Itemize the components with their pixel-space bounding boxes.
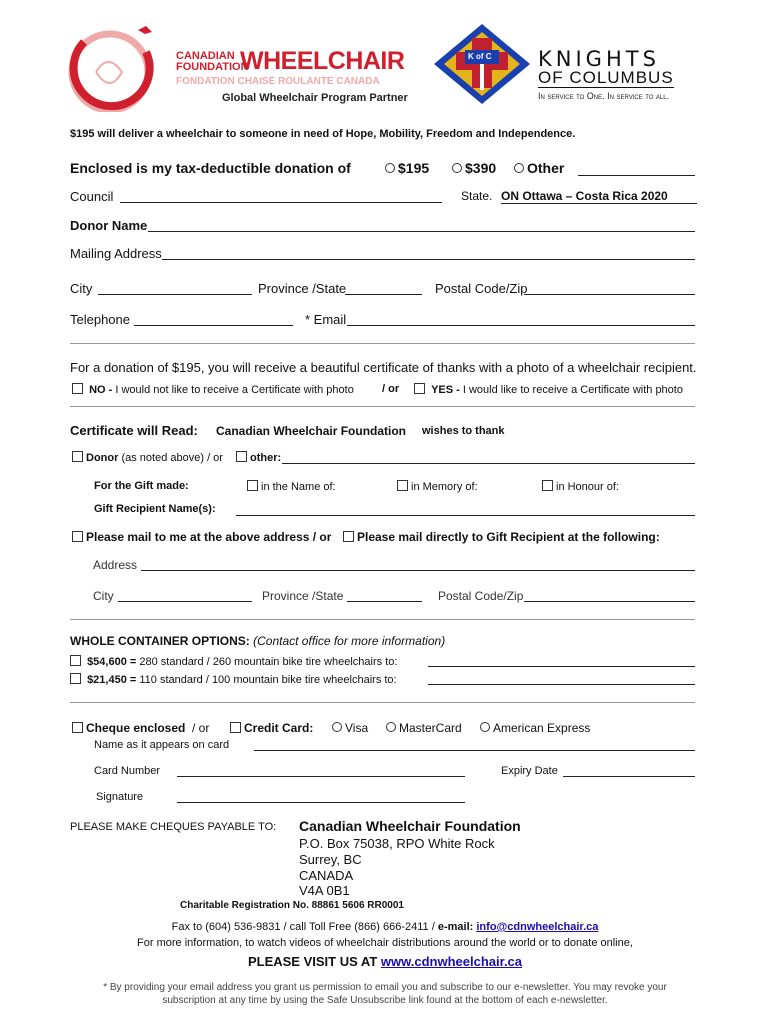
checkbox-icon <box>70 673 81 684</box>
fax-line: Fax to (604) 536-9831 / call Toll Free (866) 666-2411 / e-mail: info@cdnwheelchair.ca <box>171 921 599 933</box>
recipient-address-label: Address <box>93 558 138 572</box>
expiry-field[interactable] <box>563 776 695 777</box>
radio-icon <box>452 163 462 173</box>
telephone-field[interactable] <box>134 325 293 326</box>
checkbox-icon <box>414 383 425 394</box>
email-label: * Email <box>305 312 347 327</box>
cert-read-suffix: wishes to thank <box>422 425 505 437</box>
website-link[interactable]: www.cdnwheelchair.ca <box>380 954 523 969</box>
radio-icon <box>386 722 396 732</box>
radio-icon <box>514 163 524 173</box>
payable-address-line2: Surrey, BC <box>299 852 362 867</box>
mailing-address-field[interactable] <box>162 259 695 260</box>
divider <box>70 406 695 407</box>
cert-no-option[interactable]: NO - I would not like to receive a Certificate with photo <box>72 383 354 396</box>
recipient-city-field[interactable] <box>118 601 252 602</box>
charity-registration: Charitable Registration No. 88861 5606 RR0001 <box>180 900 404 911</box>
container-21450-field[interactable] <box>428 684 695 685</box>
cert-yes-option[interactable]: YES - I would like to receive a Certificate with photo <box>414 383 683 396</box>
credit-card-option[interactable]: Credit Card: <box>230 721 313 735</box>
donation-option-195[interactable]: $195 <box>385 160 429 176</box>
cwf-wheelchair-wordmark: WHEELCHAIR <box>240 47 405 75</box>
signature-field[interactable] <box>177 802 465 803</box>
recipient-postal-label: Postal Code/Zip <box>438 589 524 603</box>
certificate-offer: For a donation of $195, you will receive a beautiful certificate of thanks with a photo of a wheelchair recipient. <box>70 360 697 375</box>
province-label: Province /State <box>258 281 347 296</box>
council-field[interactable] <box>120 202 442 203</box>
container-heading: WHOLE CONTAINER OPTIONS: (Contact office for more information) <box>70 634 446 648</box>
state-value: ON Ottawa – Costa Rica 2020 <box>501 189 697 204</box>
container-option-54600[interactable]: $54,600 = 280 standard / 260 mountain bike tire wheelchairs to: <box>70 655 397 668</box>
recipient-city-label: City <box>93 589 114 603</box>
cert-or: / or <box>382 383 400 395</box>
recipient-province-field[interactable] <box>347 601 422 602</box>
checkbox-icon <box>72 722 83 733</box>
mail-to-recipient-option[interactable]: Please mail directly to Gift Recipient at the following: <box>343 530 660 544</box>
mail-to-me-option[interactable]: Please mail to me at the above address / or <box>72 530 331 544</box>
footnote-line2: subscription at any time by using the Safe Unsubscribe link found at the bottom of each e-newsletter. <box>162 995 608 1006</box>
cwf-logo <box>68 22 408 112</box>
telephone-label: Telephone <box>70 312 130 327</box>
gift-in-name-option[interactable]: in the Name of: <box>247 480 336 493</box>
kofc-logo <box>434 24 704 104</box>
other-option[interactable]: other: <box>236 451 281 464</box>
donor-option[interactable]: Donor (as noted above) / or <box>72 451 223 464</box>
cheque-option[interactable]: Cheque enclosed <box>72 721 185 735</box>
state-label: State. <box>461 189 493 203</box>
gift-recipient-field[interactable] <box>236 515 695 516</box>
divider <box>70 619 695 620</box>
container-option-21450[interactable]: $21,450 = 110 standard / 100 mountain bike tire wheelchairs to: <box>70 673 397 686</box>
cert-read-label: Certificate will Read: <box>70 423 198 438</box>
payable-address-line3: CANADA <box>299 868 354 883</box>
divider <box>70 343 695 344</box>
cwf-french-name: FONDATION CHAISE ROULANTE CANADA <box>176 76 380 87</box>
checkbox-icon <box>72 383 83 394</box>
council-label: Council <box>70 189 114 204</box>
payment-or: / or <box>192 721 210 735</box>
checkbox-icon <box>72 531 83 542</box>
donor-name-label: Donor Name <box>70 218 148 233</box>
card-number-field[interactable] <box>177 776 465 777</box>
visit-line: PLEASE VISIT US AT www.cdnwheelchair.ca <box>247 954 523 969</box>
amex-option[interactable]: American Express <box>480 721 590 735</box>
payable-address-line4: V4A 0B1 <box>299 883 350 898</box>
checkbox-icon <box>236 451 247 462</box>
card-number-label: Card Number <box>94 765 161 777</box>
kofc-emblem-text: K of C <box>468 52 492 61</box>
kofc-emblem-icon <box>434 24 534 104</box>
kofc-title-2: OF COLUMBUS <box>538 68 674 87</box>
card-name-field[interactable] <box>254 750 695 751</box>
checkbox-icon <box>230 722 241 733</box>
checkbox-icon <box>397 480 408 491</box>
gift-in-honour-option[interactable]: in Honour of: <box>542 480 619 493</box>
donation-option-other[interactable]: Other <box>514 160 564 176</box>
gift-recipient-label: Gift Recipient Name(s): <box>94 503 216 515</box>
checkbox-icon <box>72 451 83 462</box>
container-54600-field[interactable] <box>428 666 695 667</box>
cwf-name-line2: FOUNDATION <box>176 61 249 73</box>
expiry-label: Expiry Date <box>501 765 558 777</box>
email-field[interactable] <box>347 325 695 326</box>
donor-name-field[interactable] <box>148 231 695 232</box>
mailing-address-label: Mailing Address <box>70 246 162 261</box>
checkbox-icon <box>343 531 354 542</box>
recipient-province-label: Province /State <box>262 589 344 603</box>
payable-address-line1: P.O. Box 75038, RPO White Rock <box>299 836 495 851</box>
province-field[interactable] <box>345 294 422 295</box>
donation-label: Enclosed is my tax-deductible donation of <box>70 160 351 176</box>
cert-read-org: Canadian Wheelchair Foundation <box>216 424 407 438</box>
kofc-title-1: KNIGHTS <box>538 47 660 71</box>
checkbox-icon <box>247 480 258 491</box>
city-label: City <box>70 281 93 296</box>
donation-option-390[interactable]: $390 <box>452 160 496 176</box>
footnote-line1: * By providing your email address you grant us permission to email you and subscribe to our e-newsletter. You may revoke your <box>103 982 667 993</box>
divider <box>70 702 695 703</box>
mastercard-option[interactable]: MasterCard <box>386 721 462 735</box>
city-field[interactable] <box>98 294 252 295</box>
payable-org: Canadian Wheelchair Foundation <box>299 818 521 834</box>
postal-label: Postal Code/Zip <box>435 281 528 296</box>
checkbox-icon <box>542 480 553 491</box>
donation-other-field[interactable] <box>578 175 695 176</box>
recipient-postal-field[interactable] <box>524 601 695 602</box>
intro-text: $195 will deliver a wheelchair to someone in need of Hope, Mobility, Freedom and Independence. <box>70 128 576 140</box>
radio-icon <box>480 722 490 732</box>
email-link[interactable]: info@cdnwheelchair.ca <box>476 921 599 933</box>
card-name-label: Name as it appears on card <box>94 739 230 751</box>
cwf-name-line1: CANADIAN <box>176 50 235 62</box>
recipient-address-field[interactable] <box>141 570 695 571</box>
radio-icon <box>385 163 395 173</box>
signature-label: Signature <box>96 791 144 803</box>
kofc-motto: In service to One. In service to all. <box>538 91 670 101</box>
visa-option[interactable]: Visa <box>332 721 368 735</box>
checkbox-icon <box>70 655 81 666</box>
postal-field[interactable] <box>524 294 695 295</box>
gift-label: For the Gift made: <box>94 480 189 492</box>
gift-in-memory-option[interactable]: in Memory of: <box>397 480 478 493</box>
cwf-partner-line: Global Wheelchair Program Partner <box>222 92 408 104</box>
radio-icon <box>332 722 342 732</box>
other-field[interactable] <box>282 463 695 464</box>
payable-label: PLEASE MAKE CHEQUES PAYABLE TO: <box>70 821 277 833</box>
more-info-line: For more information, to watch videos of wheelchair distributions around the world or to donate online, <box>137 937 633 949</box>
